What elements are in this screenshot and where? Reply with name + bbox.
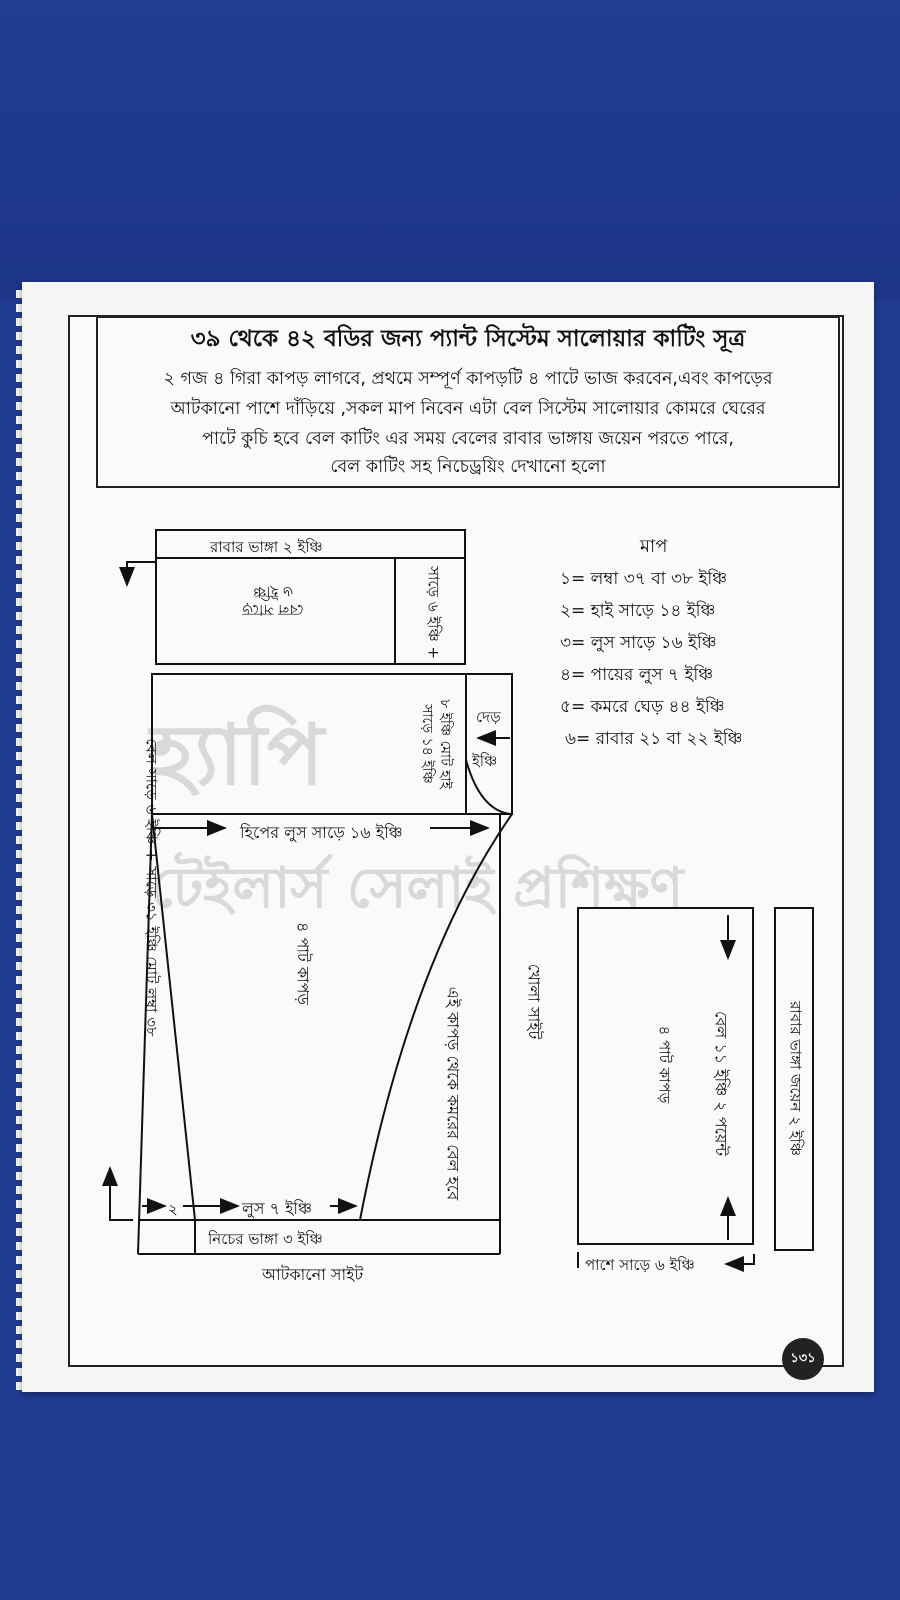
watermark-subtitle: টেইলার্স সেলাই প্রশিক্ষণ — [150, 856, 684, 921]
high-label-2: সাড়ে ১৪ ইঞ্চি — [419, 704, 435, 784]
belt-label-1: বেল সাড়ে — [242, 601, 304, 619]
fabric-note-label: এই কাপড় থেকে কমরের বেল হবে — [443, 986, 463, 1201]
four-fold-label: ৪ পাট কাপড় — [293, 922, 313, 1005]
upper-piece-outline — [152, 674, 512, 814]
measurement-item: ২= হাই সাড়ে ১৪ ইঞ্চি — [560, 601, 716, 621]
loose7-label: লুস ৭ ইঞ্চি — [242, 1199, 312, 1218]
intro-line-2: আটকানো পাশে দাঁড়িয়ে ,সকল মাপ নিবেন এটা বেল সিস্টেম সালোয়ার কোমরে ঘেরের — [170, 399, 766, 419]
open-side-label: খোলা সাইট — [524, 963, 544, 1040]
left-total-length-label: বেল সাড়ে ৬ ইঞ্চি + সাড়ে ৩১ ইঞ্চি মোট লম্বা ৩৮ — [142, 738, 161, 1037]
belt-cut-side-label: পাশে সাড়ে ৬ ইঞ্চি — [585, 1256, 695, 1274]
watermark-brand: হ্যাপি — [150, 706, 324, 804]
hip-loose-label: হিপের লুস সাড়ে ১৬ ইঞ্চি — [240, 823, 403, 842]
measurements-heading: মাপ — [640, 536, 668, 557]
der-inch-label: ইঞ্চি — [472, 752, 498, 770]
rubber-fold-label: রাবার ভাঙ্গা ২ ইঞ্চি — [210, 538, 323, 556]
intro-line-3: পাটে কুচি হবে বেল কাটিং এর সময় বেলের রাবার ভাঙ্গায় জয়েন পরতে পারে, — [202, 429, 734, 449]
page-number: ১৩১ — [782, 1338, 824, 1380]
intro-line-1: ২ গজ ৪ গিরা কাপড় লাগবে, প্রথমে সম্পূর্ণ কাপড়টি ৪ পাটে ভাজ করবেন,এবং কাপড়ের — [163, 369, 773, 389]
belt-side-label: সাড়ে ৬ ইঞ্চি + — [424, 566, 443, 659]
measurement-item: ৩= লুস সাড়ে ১৬ ইঞ্চি — [560, 633, 717, 653]
belt-cut-length-label: বেল ১১ ইঞ্চি ২ পয়েন্ট — [711, 1010, 731, 1156]
intro-line-4: বেল কাটিং সহ নিচেড্রয়িং দেখানো হলো — [330, 457, 606, 477]
attached-side-label: আটকানো সাইট — [262, 1265, 364, 1284]
belt-label-2: ৬ ইঞ্চি — [253, 583, 293, 601]
belt-cut-four-fold-label: ৪ পাট কাপড় — [655, 1025, 674, 1104]
measurement-item: ৬= রাবার ২১ বা ২২ ইঞ্চি — [565, 729, 743, 749]
der-label: দেড় — [476, 708, 501, 726]
bottom-fold-label: নিচের ভাঙ্গা ৩ ইঞ্চি — [208, 1230, 323, 1248]
measurement-item: ৫= কমরে ঘেড় ৪৪ ইঞ্চি — [560, 697, 725, 717]
rubber-join-label: রাবার ভাঙ্গা জয়েন ২ ইঞ্চি — [786, 1001, 805, 1156]
two-label: ২ — [168, 1200, 178, 1218]
measurement-item: ৪= পায়ের লুস ৭ ইঞ্চি — [560, 665, 714, 685]
high-label-1: ৮ ইঞ্চি মোট হাই — [437, 699, 453, 789]
page-title: ৩৯ থেকে ৪২ বডির জন্য প্যান্ট সিস্টেম সালোয়ার কাটিং সূত্র — [190, 325, 746, 352]
measurement-item: ১= লম্বা ৩৭ বা ৩৮ ইঞ্চি — [560, 569, 728, 589]
